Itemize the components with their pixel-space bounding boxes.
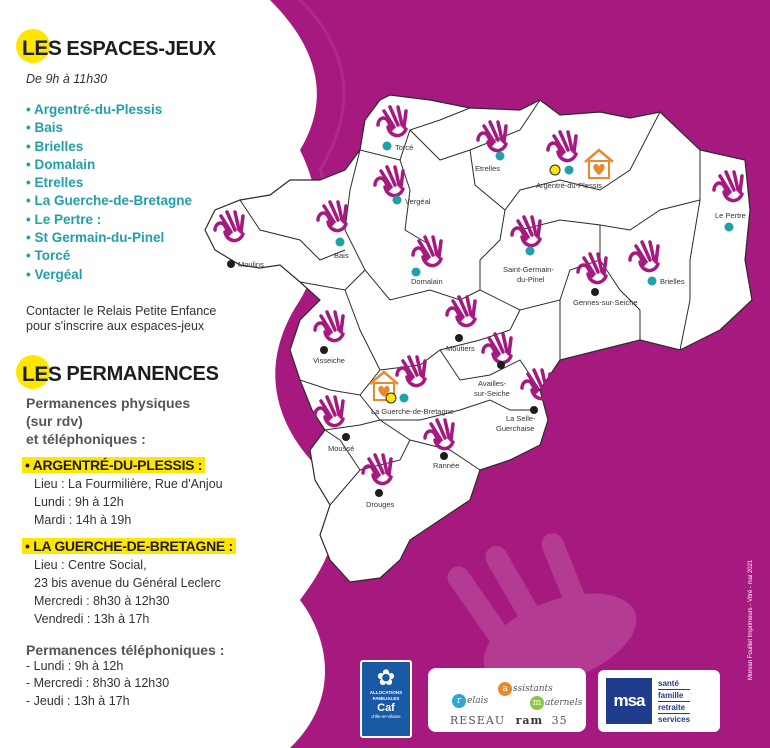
ram-logo bbox=[428, 668, 586, 732]
map-label-visseiche: Visseiche bbox=[313, 356, 345, 365]
map-label-brielles: Brielles bbox=[660, 277, 685, 286]
map-label-moutiers: Moutiers bbox=[446, 344, 475, 353]
map-label-la-guerche: La Guerche-de-Bretagne bbox=[371, 407, 454, 416]
msa-word: retraite bbox=[658, 702, 690, 714]
ram-word: aternels bbox=[545, 698, 583, 708]
map-label-domalain: Domalain bbox=[411, 277, 443, 286]
physical-line: et téléphoniques : bbox=[26, 430, 146, 447]
ram-network-word: RESEAU bbox=[450, 714, 506, 727]
argentre-line: Lundi : 9h à 12h bbox=[34, 494, 124, 509]
guerche-line: Mercredi : 8h30 à 12h30 bbox=[34, 593, 170, 608]
map-label-moulins: Moulins bbox=[238, 260, 264, 269]
info-panel bbox=[22, 30, 322, 710]
phone-line: - Lundi : 9h à 12h bbox=[26, 658, 124, 673]
ram-a-icon: a bbox=[498, 682, 512, 696]
ram-word: elais bbox=[467, 696, 489, 706]
ram-circles bbox=[440, 682, 583, 712]
msa-word: famille bbox=[658, 690, 690, 702]
map-label-le-pertre: Le Pertre bbox=[715, 211, 746, 220]
guerche-line: 23 bis avenue du Général Leclerc bbox=[34, 575, 221, 590]
permanences-les: LES bbox=[22, 362, 62, 386]
town-item: • Argentré-du-Plessis bbox=[26, 102, 163, 117]
map-label-mousse: Moussé bbox=[328, 444, 355, 453]
map-label-gennes: Gennes-sur-Seiche bbox=[573, 298, 638, 307]
map-label-etrelles: Etrelles bbox=[475, 164, 501, 173]
ram-r-icon: r bbox=[452, 694, 466, 708]
espaces-heading bbox=[22, 30, 322, 68]
phone-title: Permanences téléphoniques : bbox=[26, 641, 225, 658]
ram-word: ssistants bbox=[513, 684, 553, 694]
espaces-town-list bbox=[26, 101, 322, 284]
espaces-les: LES bbox=[22, 37, 62, 60]
caf-text: d'Ille-et-Vilaine bbox=[371, 714, 401, 719]
msa-words bbox=[658, 678, 690, 725]
msa-word: services bbox=[658, 715, 691, 724]
contact-line: Contacter le Relais Petite Enfance bbox=[26, 303, 217, 318]
town-item: • St Germain-du-Pinel bbox=[26, 230, 165, 246]
argentre-line: Lieu : La Fourmilière, Rue d'Anjou bbox=[34, 476, 223, 491]
physical-line: (sur rdv) bbox=[26, 412, 83, 429]
map-label-st-germain-1: Saint-Germain- bbox=[503, 265, 554, 274]
town-item: • Le Pertre : bbox=[26, 211, 102, 227]
permanences-title: PERMANENCES bbox=[66, 363, 219, 386]
map-label-argentre: Argentré-du-Plessis bbox=[536, 181, 602, 190]
msa-word: santé bbox=[658, 678, 690, 690]
physical-line: Permanences physiques bbox=[26, 394, 191, 411]
argentre-line: Mardi : 14h à 19h bbox=[34, 512, 132, 527]
town-item: • Domalain bbox=[26, 156, 96, 172]
map-label-st-germain-2: du-Pinel bbox=[517, 275, 545, 284]
town-item: • Brielles bbox=[26, 138, 84, 154]
map-label-torce: Torcé bbox=[395, 143, 414, 152]
ram-network bbox=[450, 714, 568, 727]
espaces-hours: De 9h à 11h30 bbox=[26, 72, 108, 86]
contact-line: pour s'inscrire aux espaces-jeux bbox=[26, 318, 205, 333]
espaces-contact bbox=[26, 304, 322, 334]
map-label-availles-1: Availles- bbox=[478, 379, 507, 388]
caf-text: ALLOCATIONS bbox=[369, 690, 403, 695]
printer-credit: Morvan Fouillet Imprimeurs - Vitré - mai 2021 bbox=[748, 559, 754, 680]
caf-text: FAMILIALES bbox=[372, 696, 400, 701]
caf-text: Caf bbox=[377, 702, 395, 714]
caf-logo bbox=[360, 660, 412, 738]
ram-network-word: ram bbox=[515, 714, 544, 727]
argentre-title: • ARGENTRÉ-DU-PLESSIS : bbox=[22, 457, 205, 473]
map-label-vergeal: Vergéal bbox=[405, 197, 431, 206]
phone-line: - Mercredi : 8h30 à 12h30 bbox=[26, 676, 170, 691]
guerche-line: Lieu : Centre Social, bbox=[34, 557, 147, 572]
guerche-line: Vendredi : 13h à 17h bbox=[34, 611, 150, 626]
phone-line: - Jeudi : 13h à 17h bbox=[26, 693, 130, 708]
msa-logo bbox=[598, 670, 720, 732]
map-label-la-selle-2: Guerchaise bbox=[496, 424, 535, 433]
guerche-title: • LA GUERCHE-DE-BRETAGNE : bbox=[22, 538, 236, 554]
caf-symbol-icon: ✿ bbox=[376, 665, 396, 690]
msa-mark: msa bbox=[606, 678, 652, 724]
map-label-drouges: Drouges bbox=[366, 500, 395, 509]
espaces-title: ESPACES-JEUX bbox=[66, 37, 216, 60]
town-item: • Vergéal bbox=[26, 266, 83, 282]
guerche-block bbox=[22, 538, 322, 628]
argentre-block bbox=[22, 457, 322, 529]
ram-network-word: 35 bbox=[551, 714, 568, 727]
town-item: • La Guerche-de-Bretagne bbox=[26, 193, 193, 209]
permanences-heading bbox=[22, 356, 322, 394]
map-label-la-selle-1: La Selle- bbox=[506, 414, 536, 423]
map-label-rannee: Rannée bbox=[433, 461, 460, 470]
map-label-bais: Bais bbox=[334, 251, 349, 260]
ram-m-icon: m bbox=[530, 696, 544, 710]
town-item: • Bais bbox=[26, 120, 63, 136]
town-item: • Etrelles bbox=[26, 175, 84, 191]
map-label-availles-2: sur-Seiche bbox=[474, 389, 510, 398]
town-item: • Torcé bbox=[26, 248, 71, 264]
